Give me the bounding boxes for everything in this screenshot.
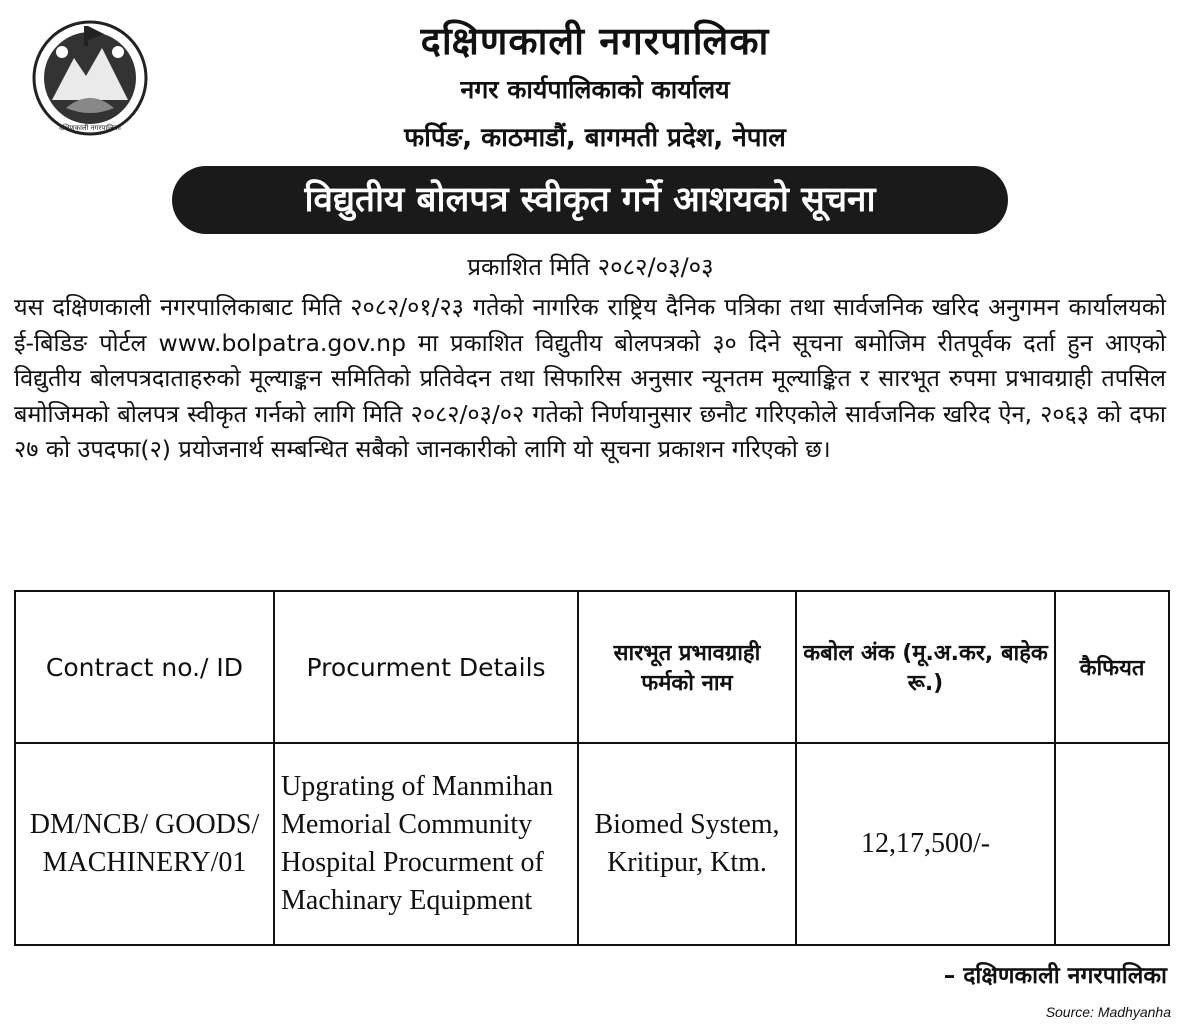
organization-name: दक्षिणकाली नगरपालिका	[420, 19, 770, 63]
office-address: फर्पिङ, काठमाडौं, बागमती प्रदेश, नेपाल	[404, 123, 786, 153]
header-firm-name: सारभूत प्रभावग्राही फर्मको नाम	[578, 591, 796, 743]
cell-bid-amount: 12,17,500/-	[796, 743, 1055, 945]
table-row	[15, 743, 1169, 945]
cell-procurement-details: Upgrating of Manmihan Memorial Community Hospital Procurment of Machinary Equipment	[274, 743, 578, 945]
cell-contract-no: DM/NCB/ GOODS/ MACHINERY/01	[15, 743, 274, 945]
header-bid-amount: कबोल अंक (मू.अ.कर, बाहेक रू.)	[796, 591, 1055, 743]
office-name: नगर कार्यपालिकाको कार्यालय	[460, 75, 730, 104]
header-remarks: कैफियत	[1055, 591, 1169, 743]
header-procurement-details: Procurment Details	[274, 591, 578, 743]
government-emblem-logo	[22, 18, 158, 136]
notice-title-banner: विद्युतीय बोलपत्र स्वीकृत गर्ने आशयको सूचना	[172, 166, 1008, 234]
cell-remarks	[1055, 743, 1169, 945]
header-contract-no: Contract no./ ID	[15, 591, 274, 743]
award-table	[14, 590, 1170, 946]
published-date: प्रकाशित मिति २०८२/०३/०३	[467, 253, 714, 281]
cell-firm-name: Biomed System, Kritipur, Ktm.	[578, 743, 796, 945]
source-credit: Source: Madhyanha	[1045, 1004, 1171, 1020]
logo-caption: दक्षिणकाली नगरपालिका	[59, 124, 121, 132]
signature: – दक्षिणकाली नगरपालिका	[943, 963, 1167, 989]
table-header-row	[15, 591, 1169, 743]
notice-body: यस दक्षिणकाली नगरपालिकाबाट मिति २०८२/०१/२३ गतेको नागरिक राष्ट्रिय दैनिक पत्रिका तथा सार्वजनिक खरिद अनुगमन कार्यालयको ई-बिडिङ पोर्टल www.bolpatra.gov.np मा प्रकाशित विद्युतीय बोलपत्रको ३० दिने सूचना बमोजिम रीतपूर्वक दर्ता हुन आएको विद्युतीय बोलपत्रदाताहरुको मूल्याङ्कन समितिको प्रतिवेदन तथा सिफारिस अनुसार न्यूनतम मूल्याङ्कित र सारभूत रुपमा प्रभावग्राही तपसिल बमोजिमको बोलपत्र स्वीकृत गर्नको लागि मिति २०८२/०३/०२ गतेको निर्णयानुसार छनौट गरिएकोले सार्वजनिक खरिद ऐन, २०६३ को दफा २७ को उपदफा(२) प्रयोजनार्थ सम्बन्धित सबैको जानकारीको लागि यो सूचना प्रकाशन गरिएको छ।	[14, 293, 1166, 463]
